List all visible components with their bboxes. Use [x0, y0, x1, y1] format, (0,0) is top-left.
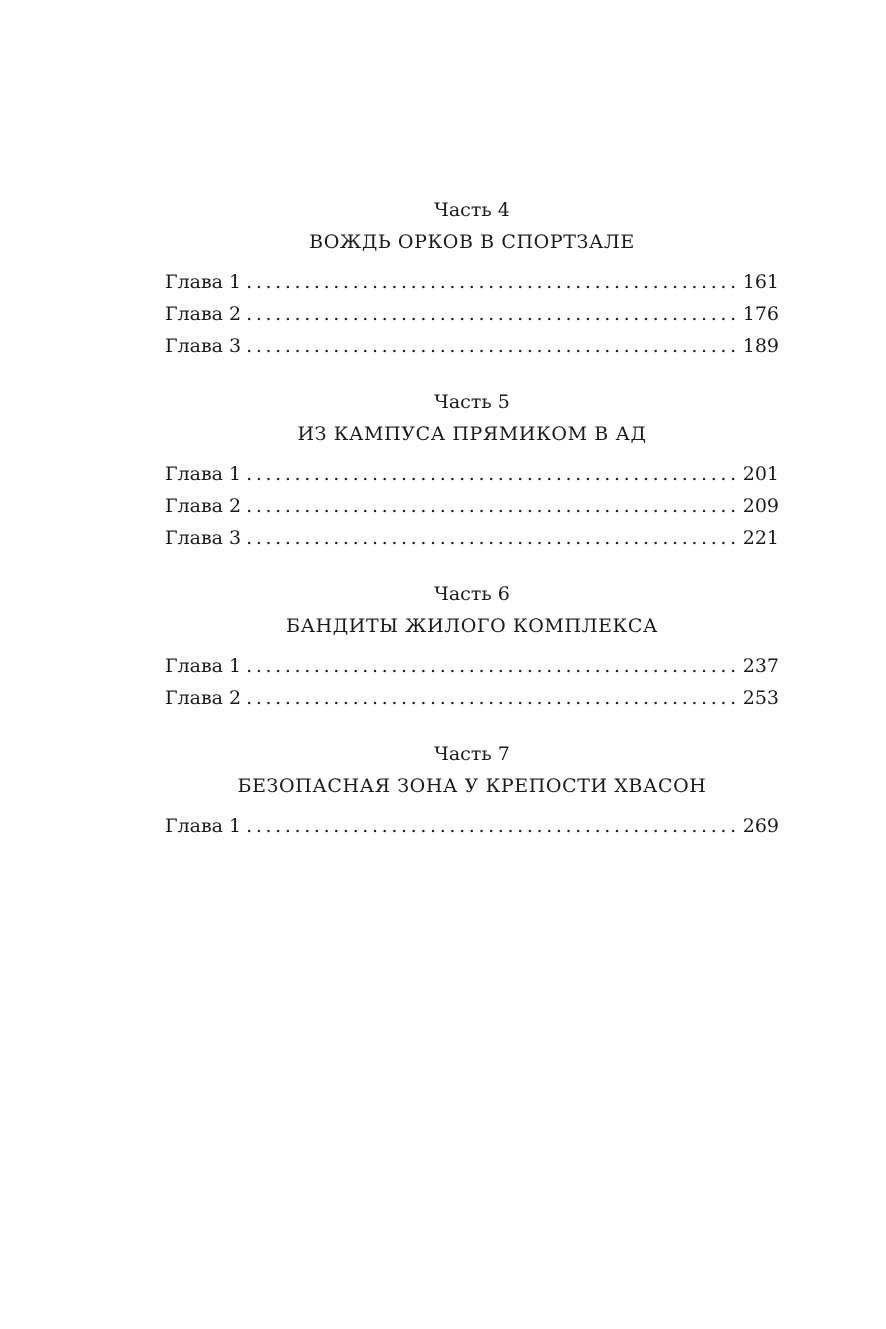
- chapter-label: Глава 1: [165, 815, 242, 837]
- dot-leader: [246, 458, 738, 490]
- dot-leader: [246, 330, 738, 362]
- part-title: Часть 5: [434, 391, 510, 413]
- part-title: Часть 6: [434, 583, 510, 605]
- toc-entry[interactable]: [165, 522, 779, 554]
- dot-leader: [246, 490, 738, 522]
- toc-entry[interactable]: [165, 650, 779, 682]
- dot-leader: [246, 266, 738, 298]
- part-name: БЕЗОПАСНАЯ ЗОНА У КРЕПОСТИ ХВАСОН: [237, 775, 707, 797]
- page-number: 161: [742, 271, 779, 293]
- chapter-label: Глава 1: [165, 463, 242, 485]
- toc-entry[interactable]: [165, 490, 779, 522]
- page-number: 189: [742, 335, 779, 357]
- dot-leader: [246, 522, 738, 554]
- page-number: 176: [742, 303, 779, 325]
- dot-leader: [246, 298, 738, 330]
- part-title: Часть 4: [434, 199, 510, 221]
- toc-entry[interactable]: [165, 810, 779, 842]
- dot-leader: [246, 682, 738, 714]
- chapter-label: Глава 3: [165, 527, 242, 549]
- part-name: ВОЖДЬ ОРКОВ В СПОРТЗАЛЕ: [309, 231, 635, 253]
- dot-leader: [246, 810, 738, 842]
- page-number: 221: [742, 527, 779, 549]
- toc-entry[interactable]: [165, 682, 779, 714]
- chapter-label: Глава 1: [165, 271, 242, 293]
- page-number: 237: [742, 655, 779, 677]
- chapter-label: Глава 3: [165, 335, 242, 357]
- dot-leader: [246, 650, 738, 682]
- part-7-section: [165, 740, 779, 842]
- part-4-section: [165, 196, 779, 362]
- table-of-contents: [165, 196, 779, 868]
- page-number: 201: [742, 463, 779, 485]
- chapter-label: Глава 2: [165, 495, 242, 517]
- toc-entry[interactable]: [165, 266, 779, 298]
- chapter-label: Глава 2: [165, 303, 242, 325]
- toc-entry[interactable]: [165, 330, 779, 362]
- toc-entry[interactable]: [165, 298, 779, 330]
- part-title: Часть 7: [434, 743, 510, 765]
- page-number: 253: [742, 687, 779, 709]
- chapter-label: Глава 1: [165, 655, 242, 677]
- page-number: 269: [742, 815, 779, 837]
- part-name: БАНДИТЫ ЖИЛОГО КОМПЛЕКСА: [286, 615, 658, 637]
- toc-entry[interactable]: [165, 458, 779, 490]
- part-name: ИЗ КАМПУСА ПРЯМИКОМ В АД: [297, 423, 647, 445]
- part-6-section: [165, 580, 779, 714]
- part-5-section: [165, 388, 779, 554]
- chapter-label: Глава 2: [165, 687, 242, 709]
- page-number: 209: [742, 495, 779, 517]
